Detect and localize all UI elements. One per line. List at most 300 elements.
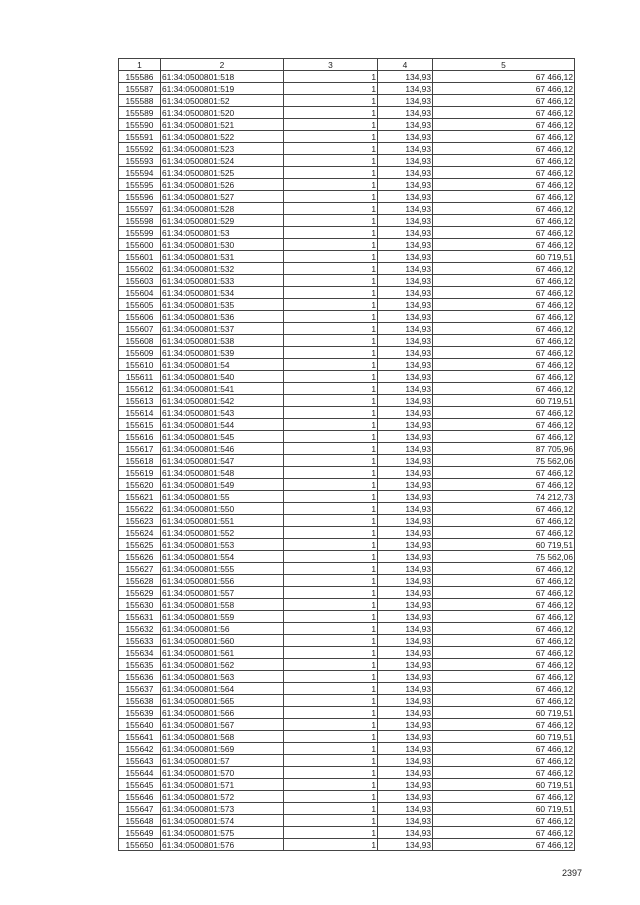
quantity-cell: 1 bbox=[284, 431, 378, 443]
area-cell: 134,93 bbox=[378, 707, 433, 719]
table-row bbox=[119, 299, 575, 311]
row-index-cell: 155620 bbox=[119, 479, 161, 491]
row-index-cell: 155643 bbox=[119, 755, 161, 767]
row-index-cell: 155600 bbox=[119, 239, 161, 251]
value-cell: 67 466,12 bbox=[433, 827, 575, 839]
cadastral-number-cell: 61:34:0500801:55 bbox=[161, 491, 284, 503]
cadastral-number-cell: 61:34:0500801:521 bbox=[161, 119, 284, 131]
area-cell: 134,93 bbox=[378, 83, 433, 95]
value-cell: 67 466,12 bbox=[433, 311, 575, 323]
quantity-cell: 1 bbox=[284, 551, 378, 563]
quantity-cell: 1 bbox=[284, 143, 378, 155]
table-header-row bbox=[119, 59, 575, 71]
row-index-cell: 155596 bbox=[119, 191, 161, 203]
quantity-cell: 1 bbox=[284, 623, 378, 635]
cadastral-number-cell: 61:34:0500801:557 bbox=[161, 587, 284, 599]
table-row bbox=[119, 383, 575, 395]
table-row bbox=[119, 395, 575, 407]
area-cell: 134,93 bbox=[378, 251, 433, 263]
value-cell: 67 466,12 bbox=[433, 635, 575, 647]
cadastral-number-cell: 61:34:0500801:546 bbox=[161, 443, 284, 455]
area-cell: 134,93 bbox=[378, 683, 433, 695]
quantity-cell: 1 bbox=[284, 383, 378, 395]
area-cell: 134,93 bbox=[378, 407, 433, 419]
table-row bbox=[119, 371, 575, 383]
table-row bbox=[119, 287, 575, 299]
area-cell: 134,93 bbox=[378, 131, 433, 143]
cadastral-number-cell: 61:34:0500801:57 bbox=[161, 755, 284, 767]
quantity-cell: 1 bbox=[284, 227, 378, 239]
row-index-cell: 155619 bbox=[119, 467, 161, 479]
area-cell: 134,93 bbox=[378, 467, 433, 479]
area-cell: 134,93 bbox=[378, 179, 433, 191]
cadastral-number-cell: 61:34:0500801:575 bbox=[161, 827, 284, 839]
row-index-cell: 155597 bbox=[119, 203, 161, 215]
row-index-cell: 155621 bbox=[119, 491, 161, 503]
column-header-3: 3 bbox=[284, 59, 378, 71]
area-cell: 134,93 bbox=[378, 563, 433, 575]
value-cell: 67 466,12 bbox=[433, 143, 575, 155]
table-row bbox=[119, 635, 575, 647]
value-cell: 60 719,51 bbox=[433, 539, 575, 551]
area-cell: 134,93 bbox=[378, 203, 433, 215]
row-index-cell: 155588 bbox=[119, 95, 161, 107]
area-cell: 134,93 bbox=[378, 695, 433, 707]
table-row bbox=[119, 323, 575, 335]
cadastral-number-cell: 61:34:0500801:535 bbox=[161, 299, 284, 311]
area-cell: 134,93 bbox=[378, 671, 433, 683]
cadastral-number-cell: 61:34:0500801:528 bbox=[161, 203, 284, 215]
area-cell: 134,93 bbox=[378, 263, 433, 275]
value-cell: 67 466,12 bbox=[433, 299, 575, 311]
table-row bbox=[119, 71, 575, 83]
table-row bbox=[119, 215, 575, 227]
column-header-2: 2 bbox=[161, 59, 284, 71]
value-cell: 67 466,12 bbox=[433, 743, 575, 755]
area-cell: 134,93 bbox=[378, 299, 433, 311]
quantity-cell: 1 bbox=[284, 503, 378, 515]
area-cell: 134,93 bbox=[378, 371, 433, 383]
value-cell: 67 466,12 bbox=[433, 263, 575, 275]
row-index-cell: 155586 bbox=[119, 71, 161, 83]
value-cell: 67 466,12 bbox=[433, 623, 575, 635]
area-cell: 134,93 bbox=[378, 455, 433, 467]
cadastral-number-cell: 61:34:0500801:545 bbox=[161, 431, 284, 443]
cadastral-number-cell: 61:34:0500801:564 bbox=[161, 683, 284, 695]
area-cell: 134,93 bbox=[378, 143, 433, 155]
row-index-cell: 155613 bbox=[119, 395, 161, 407]
value-cell: 67 466,12 bbox=[433, 719, 575, 731]
cadastral-number-cell: 61:34:0500801:576 bbox=[161, 839, 284, 851]
quantity-cell: 1 bbox=[284, 191, 378, 203]
value-cell: 67 466,12 bbox=[433, 695, 575, 707]
table-row bbox=[119, 443, 575, 455]
area-cell: 134,93 bbox=[378, 803, 433, 815]
quantity-cell: 1 bbox=[284, 719, 378, 731]
table-row bbox=[119, 359, 575, 371]
value-cell: 67 466,12 bbox=[433, 563, 575, 575]
quantity-cell: 1 bbox=[284, 791, 378, 803]
value-cell: 67 466,12 bbox=[433, 371, 575, 383]
area-cell: 134,93 bbox=[378, 755, 433, 767]
quantity-cell: 1 bbox=[284, 71, 378, 83]
row-index-cell: 155638 bbox=[119, 695, 161, 707]
table-row bbox=[119, 731, 575, 743]
cadastral-number-cell: 61:34:0500801:532 bbox=[161, 263, 284, 275]
quantity-cell: 1 bbox=[284, 659, 378, 671]
value-cell: 67 466,12 bbox=[433, 107, 575, 119]
cadastral-number-cell: 61:34:0500801:567 bbox=[161, 719, 284, 731]
cadastral-number-cell: 61:34:0500801:518 bbox=[161, 71, 284, 83]
quantity-cell: 1 bbox=[284, 731, 378, 743]
table-row bbox=[119, 131, 575, 143]
value-cell: 67 466,12 bbox=[433, 359, 575, 371]
cadastral-number-cell: 61:34:0500801:555 bbox=[161, 563, 284, 575]
area-cell: 134,93 bbox=[378, 575, 433, 587]
cadastral-number-cell: 61:34:0500801:558 bbox=[161, 599, 284, 611]
value-cell: 67 466,12 bbox=[433, 647, 575, 659]
quantity-cell: 1 bbox=[284, 599, 378, 611]
area-cell: 134,93 bbox=[378, 275, 433, 287]
value-cell: 67 466,12 bbox=[433, 155, 575, 167]
table-row bbox=[119, 671, 575, 683]
row-index-cell: 155608 bbox=[119, 335, 161, 347]
area-cell: 134,93 bbox=[378, 611, 433, 623]
area-cell: 134,93 bbox=[378, 419, 433, 431]
cadastral-number-cell: 61:34:0500801:548 bbox=[161, 467, 284, 479]
table-row bbox=[119, 707, 575, 719]
cadastral-number-cell: 61:34:0500801:556 bbox=[161, 575, 284, 587]
area-cell: 134,93 bbox=[378, 431, 433, 443]
value-cell: 67 466,12 bbox=[433, 227, 575, 239]
table-row bbox=[119, 491, 575, 503]
table-row bbox=[119, 335, 575, 347]
value-cell: 67 466,12 bbox=[433, 71, 575, 83]
cadastral-number-cell: 61:34:0500801:525 bbox=[161, 167, 284, 179]
row-index-cell: 155606 bbox=[119, 311, 161, 323]
quantity-cell: 1 bbox=[284, 707, 378, 719]
area-cell: 134,93 bbox=[378, 635, 433, 647]
table-row bbox=[119, 587, 575, 599]
table-row bbox=[119, 419, 575, 431]
row-index-cell: 155590 bbox=[119, 119, 161, 131]
row-index-cell: 155591 bbox=[119, 131, 161, 143]
value-cell: 67 466,12 bbox=[433, 419, 575, 431]
row-index-cell: 155623 bbox=[119, 515, 161, 527]
table-row bbox=[119, 503, 575, 515]
row-index-cell: 155616 bbox=[119, 431, 161, 443]
row-index-cell: 155650 bbox=[119, 839, 161, 851]
area-cell: 134,93 bbox=[378, 743, 433, 755]
quantity-cell: 1 bbox=[284, 131, 378, 143]
area-cell: 134,93 bbox=[378, 815, 433, 827]
cadastral-number-cell: 61:34:0500801:523 bbox=[161, 143, 284, 155]
cadastral-number-cell: 61:34:0500801:539 bbox=[161, 347, 284, 359]
cadastral-number-cell: 61:34:0500801:554 bbox=[161, 551, 284, 563]
row-index-cell: 155648 bbox=[119, 815, 161, 827]
value-cell: 67 466,12 bbox=[433, 815, 575, 827]
quantity-cell: 1 bbox=[284, 575, 378, 587]
row-index-cell: 155593 bbox=[119, 155, 161, 167]
row-index-cell: 155646 bbox=[119, 791, 161, 803]
value-cell: 67 466,12 bbox=[433, 755, 575, 767]
cadastral-number-cell: 61:34:0500801:565 bbox=[161, 695, 284, 707]
value-cell: 67 466,12 bbox=[433, 839, 575, 851]
row-index-cell: 155637 bbox=[119, 683, 161, 695]
quantity-cell: 1 bbox=[284, 839, 378, 851]
value-cell: 60 719,51 bbox=[433, 395, 575, 407]
table-row bbox=[119, 767, 575, 779]
quantity-cell: 1 bbox=[284, 455, 378, 467]
row-index-cell: 155609 bbox=[119, 347, 161, 359]
value-cell: 67 466,12 bbox=[433, 275, 575, 287]
value-cell: 67 466,12 bbox=[433, 527, 575, 539]
area-cell: 134,93 bbox=[378, 551, 433, 563]
quantity-cell: 1 bbox=[284, 479, 378, 491]
cadastral-number-cell: 61:34:0500801:54 bbox=[161, 359, 284, 371]
row-index-cell: 155642 bbox=[119, 743, 161, 755]
cadastral-number-cell: 61:34:0500801:549 bbox=[161, 479, 284, 491]
area-cell: 134,93 bbox=[378, 827, 433, 839]
table-row bbox=[119, 191, 575, 203]
area-cell: 134,93 bbox=[378, 71, 433, 83]
cadastral-number-cell: 61:34:0500801:520 bbox=[161, 107, 284, 119]
row-index-cell: 155628 bbox=[119, 575, 161, 587]
row-index-cell: 155617 bbox=[119, 443, 161, 455]
quantity-cell: 1 bbox=[284, 275, 378, 287]
area-cell: 134,93 bbox=[378, 107, 433, 119]
cadastral-number-cell: 61:34:0500801:543 bbox=[161, 407, 284, 419]
value-cell: 67 466,12 bbox=[433, 383, 575, 395]
cadastral-number-cell: 61:34:0500801:538 bbox=[161, 335, 284, 347]
quantity-cell: 1 bbox=[284, 371, 378, 383]
row-index-cell: 155594 bbox=[119, 167, 161, 179]
cadastral-number-cell: 61:34:0500801:574 bbox=[161, 815, 284, 827]
table-row bbox=[119, 431, 575, 443]
quantity-cell: 1 bbox=[284, 767, 378, 779]
quantity-cell: 1 bbox=[284, 287, 378, 299]
row-index-cell: 155611 bbox=[119, 371, 161, 383]
value-cell: 67 466,12 bbox=[433, 791, 575, 803]
area-cell: 134,93 bbox=[378, 479, 433, 491]
row-index-cell: 155592 bbox=[119, 143, 161, 155]
row-index-cell: 155633 bbox=[119, 635, 161, 647]
quantity-cell: 1 bbox=[284, 803, 378, 815]
quantity-cell: 1 bbox=[284, 527, 378, 539]
area-cell: 134,93 bbox=[378, 155, 433, 167]
table-row bbox=[119, 683, 575, 695]
row-index-cell: 155622 bbox=[119, 503, 161, 515]
value-cell: 67 466,12 bbox=[433, 323, 575, 335]
cadastral-number-cell: 61:34:0500801:533 bbox=[161, 275, 284, 287]
row-index-cell: 155604 bbox=[119, 287, 161, 299]
table-row bbox=[119, 263, 575, 275]
row-index-cell: 155615 bbox=[119, 419, 161, 431]
quantity-cell: 1 bbox=[284, 407, 378, 419]
cadastral-number-cell: 61:34:0500801:560 bbox=[161, 635, 284, 647]
table-row bbox=[119, 599, 575, 611]
quantity-cell: 1 bbox=[284, 95, 378, 107]
table-row bbox=[119, 575, 575, 587]
area-cell: 134,93 bbox=[378, 539, 433, 551]
area-cell: 134,93 bbox=[378, 395, 433, 407]
table-row bbox=[119, 203, 575, 215]
row-index-cell: 155639 bbox=[119, 707, 161, 719]
quantity-cell: 1 bbox=[284, 203, 378, 215]
page-number: 2397 bbox=[562, 868, 583, 878]
table-row bbox=[119, 743, 575, 755]
table-row bbox=[119, 779, 575, 791]
quantity-cell: 1 bbox=[284, 155, 378, 167]
value-cell: 67 466,12 bbox=[433, 611, 575, 623]
quantity-cell: 1 bbox=[284, 539, 378, 551]
area-cell: 134,93 bbox=[378, 443, 433, 455]
cadastral-number-cell: 61:34:0500801:570 bbox=[161, 767, 284, 779]
row-index-cell: 155610 bbox=[119, 359, 161, 371]
area-cell: 134,93 bbox=[378, 767, 433, 779]
table-row bbox=[119, 527, 575, 539]
quantity-cell: 1 bbox=[284, 263, 378, 275]
value-cell: 67 466,12 bbox=[433, 515, 575, 527]
quantity-cell: 1 bbox=[284, 491, 378, 503]
area-cell: 134,93 bbox=[378, 323, 433, 335]
value-cell: 67 466,12 bbox=[433, 287, 575, 299]
quantity-cell: 1 bbox=[284, 695, 378, 707]
cadastral-number-cell: 61:34:0500801:553 bbox=[161, 539, 284, 551]
cadastral-number-cell: 61:34:0500801:563 bbox=[161, 671, 284, 683]
table-row bbox=[119, 95, 575, 107]
value-cell: 67 466,12 bbox=[433, 467, 575, 479]
quantity-cell: 1 bbox=[284, 395, 378, 407]
table-row bbox=[119, 407, 575, 419]
row-index-cell: 155626 bbox=[119, 551, 161, 563]
area-cell: 134,93 bbox=[378, 491, 433, 503]
quantity-cell: 1 bbox=[284, 119, 378, 131]
cadastral-number-cell: 61:34:0500801:552 bbox=[161, 527, 284, 539]
area-cell: 134,93 bbox=[378, 791, 433, 803]
table-row bbox=[119, 239, 575, 251]
cadastral-number-cell: 61:34:0500801:540 bbox=[161, 371, 284, 383]
value-cell: 60 719,51 bbox=[433, 731, 575, 743]
area-cell: 134,93 bbox=[378, 599, 433, 611]
row-index-cell: 155602 bbox=[119, 263, 161, 275]
cadastral-number-cell: 61:34:0500801:529 bbox=[161, 215, 284, 227]
value-cell: 67 466,12 bbox=[433, 203, 575, 215]
quantity-cell: 1 bbox=[284, 467, 378, 479]
value-cell: 75 562,06 bbox=[433, 551, 575, 563]
area-cell: 134,93 bbox=[378, 779, 433, 791]
area-cell: 134,93 bbox=[378, 839, 433, 851]
quantity-cell: 1 bbox=[284, 515, 378, 527]
row-index-cell: 155640 bbox=[119, 719, 161, 731]
cadastral-number-cell: 61:34:0500801:566 bbox=[161, 707, 284, 719]
area-cell: 134,93 bbox=[378, 647, 433, 659]
row-index-cell: 155625 bbox=[119, 539, 161, 551]
table-row bbox=[119, 839, 575, 851]
quantity-cell: 1 bbox=[284, 671, 378, 683]
quantity-cell: 1 bbox=[284, 347, 378, 359]
value-cell: 60 719,51 bbox=[433, 251, 575, 263]
area-cell: 134,93 bbox=[378, 383, 433, 395]
quantity-cell: 1 bbox=[284, 635, 378, 647]
area-cell: 134,93 bbox=[378, 659, 433, 671]
quantity-cell: 1 bbox=[284, 83, 378, 95]
table-row bbox=[119, 515, 575, 527]
row-index-cell: 155631 bbox=[119, 611, 161, 623]
quantity-cell: 1 bbox=[284, 299, 378, 311]
row-index-cell: 155645 bbox=[119, 779, 161, 791]
table-body bbox=[119, 71, 575, 851]
quantity-cell: 1 bbox=[284, 215, 378, 227]
quantity-cell: 1 bbox=[284, 743, 378, 755]
area-cell: 134,93 bbox=[378, 623, 433, 635]
value-cell: 75 562,06 bbox=[433, 455, 575, 467]
area-cell: 134,93 bbox=[378, 95, 433, 107]
area-cell: 134,93 bbox=[378, 335, 433, 347]
row-index-cell: 155595 bbox=[119, 179, 161, 191]
quantity-cell: 1 bbox=[284, 647, 378, 659]
value-cell: 60 719,51 bbox=[433, 803, 575, 815]
value-cell: 87 705,96 bbox=[433, 443, 575, 455]
quantity-cell: 1 bbox=[284, 587, 378, 599]
table-row bbox=[119, 143, 575, 155]
table-row bbox=[119, 455, 575, 467]
table-row bbox=[119, 551, 575, 563]
area-cell: 134,93 bbox=[378, 215, 433, 227]
cadastral-number-cell: 61:34:0500801:569 bbox=[161, 743, 284, 755]
table-row bbox=[119, 611, 575, 623]
cadastral-number-cell: 61:34:0500801:537 bbox=[161, 323, 284, 335]
cadastral-number-cell: 61:34:0500801:547 bbox=[161, 455, 284, 467]
table-row bbox=[119, 791, 575, 803]
row-index-cell: 155603 bbox=[119, 275, 161, 287]
table-row bbox=[119, 623, 575, 635]
cadastral-number-cell: 61:34:0500801:524 bbox=[161, 155, 284, 167]
area-cell: 134,93 bbox=[378, 227, 433, 239]
value-cell: 74 212,73 bbox=[433, 491, 575, 503]
row-index-cell: 155624 bbox=[119, 527, 161, 539]
cadastral-number-cell: 61:34:0500801:561 bbox=[161, 647, 284, 659]
table-row bbox=[119, 467, 575, 479]
cadastral-number-cell: 61:34:0500801:551 bbox=[161, 515, 284, 527]
value-cell: 67 466,12 bbox=[433, 215, 575, 227]
value-cell: 67 466,12 bbox=[433, 599, 575, 611]
cadastral-number-cell: 61:34:0500801:573 bbox=[161, 803, 284, 815]
area-cell: 134,93 bbox=[378, 587, 433, 599]
row-index-cell: 155635 bbox=[119, 659, 161, 671]
table-row bbox=[119, 695, 575, 707]
value-cell: 60 719,51 bbox=[433, 779, 575, 791]
cadastral-number-cell: 61:34:0500801:534 bbox=[161, 287, 284, 299]
quantity-cell: 1 bbox=[284, 167, 378, 179]
quantity-cell: 1 bbox=[284, 419, 378, 431]
quantity-cell: 1 bbox=[284, 779, 378, 791]
row-index-cell: 155599 bbox=[119, 227, 161, 239]
value-cell: 67 466,12 bbox=[433, 767, 575, 779]
cadastral-number-cell: 61:34:0500801:550 bbox=[161, 503, 284, 515]
table-row bbox=[119, 803, 575, 815]
area-cell: 134,93 bbox=[378, 167, 433, 179]
row-index-cell: 155587 bbox=[119, 83, 161, 95]
table-row bbox=[119, 311, 575, 323]
cadastral-number-cell: 61:34:0500801:541 bbox=[161, 383, 284, 395]
row-index-cell: 155647 bbox=[119, 803, 161, 815]
cadastral-number-cell: 61:34:0500801:571 bbox=[161, 779, 284, 791]
value-cell: 67 466,12 bbox=[433, 431, 575, 443]
row-index-cell: 155629 bbox=[119, 587, 161, 599]
value-cell: 60 719,51 bbox=[433, 707, 575, 719]
area-cell: 134,93 bbox=[378, 719, 433, 731]
